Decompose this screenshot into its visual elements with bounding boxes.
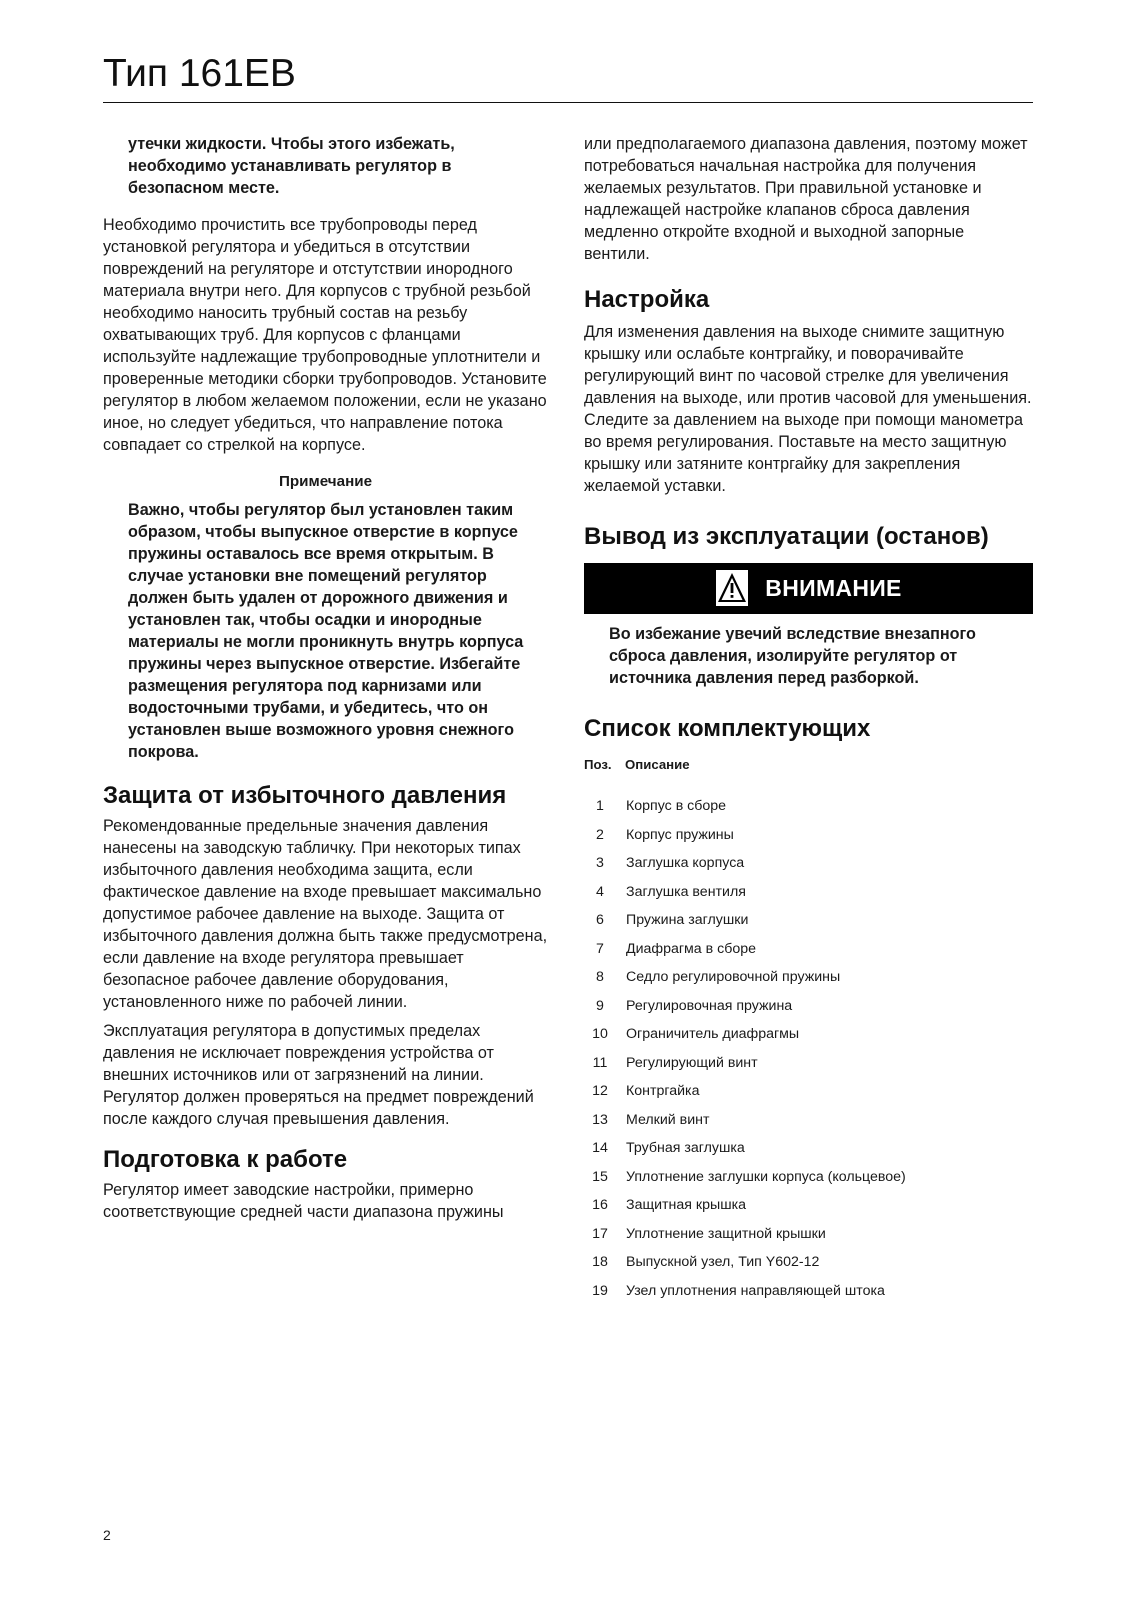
part-description: Пружина заглушки xyxy=(626,912,749,928)
part-position: 19 xyxy=(592,1282,608,1299)
warning-banner xyxy=(584,563,1033,614)
part-position: 14 xyxy=(592,1140,608,1156)
part-description: Корпус в сборе xyxy=(626,798,727,814)
part-position: 17 xyxy=(592,1225,608,1242)
part-description: Заглушка вентиля xyxy=(626,883,746,900)
part-position: 13 xyxy=(592,1111,608,1128)
part-description: Регулировочная пружина xyxy=(626,997,793,1014)
part-description: Седло регулировочной пружины xyxy=(626,969,841,985)
part-position: 10 xyxy=(592,1026,608,1042)
part-position: 9 xyxy=(596,997,604,1014)
part-description: Трубная заглушка xyxy=(626,1140,745,1156)
parts-row xyxy=(584,1248,1033,1277)
note-text: Важно, чтобы регулятор был установлен таким образом, чтобы выпускное отверстие в корпусе пружины оставалось все время открытым. В случае установки вне помещений регулятор должен быть удален от дорожного движения и установлен так, чтобы осадки и инородные материалы не могли проникнуть внутрь корпуса пружины через выпускное отверстие. Избегайте размещения регулятора под карнизами или водосточными трубами, и убедитесь, что он установлен выше возможного уровня снежного покрова. xyxy=(128,501,524,761)
parts-row xyxy=(584,963,1033,992)
startup-heading: Подготовка к работе xyxy=(103,1146,348,1173)
part-position: 3 xyxy=(596,855,604,871)
part-description: Узел уплотнения направляющей штока xyxy=(626,1282,885,1299)
part-description: Регулирующий винт xyxy=(626,1054,758,1071)
parts-row xyxy=(584,1191,1033,1220)
part-description: Защитная крышка xyxy=(626,1197,746,1213)
adjustment-paragraph: Для изменения давления на выходе снимите защитную крышку или ослабьте контргайку, и поворачивайте регулирующий винт по часовой стрелке для увеличения давления на выходе, или против часовой для уменьшения. Следите за давлением на выходе при помощи манометра во время регулирования. Поставьте на место защитную крышку или затяните контргайку для закрепления желаемой уставки. xyxy=(584,323,1032,495)
parts-row xyxy=(584,878,1033,907)
parts-table xyxy=(584,792,1033,1305)
note-heading: Примечание xyxy=(278,473,373,490)
part-description: Уплотнение заглушки корпуса (кольцевое) xyxy=(626,1168,906,1185)
part-position: 1 xyxy=(596,798,604,814)
warning-label: ВНИМАНИЕ xyxy=(765,575,902,601)
parts-table-header xyxy=(584,756,1033,774)
part-position: 11 xyxy=(592,1054,608,1071)
shutdown-heading: Вывод из эксплуатации (останов) xyxy=(584,523,989,550)
part-position: 6 xyxy=(596,912,604,928)
part-description: Заглушка корпуса xyxy=(626,855,745,871)
part-description: Ограничитель диафрагмы xyxy=(626,1026,800,1042)
parts-row xyxy=(584,906,1033,935)
parts-row xyxy=(584,792,1033,821)
parts-row xyxy=(584,1077,1033,1106)
page-title: Тип 161EB xyxy=(103,52,296,95)
part-description: Диафрагма в сборе xyxy=(626,940,757,957)
startup-continued-paragraph: или предполагаемого диапазона давления, поэтому может потребоваться начальная настройка для получения желаемых результатов. При правильной установке и надлежащей настройке клапанов сброса давления медленно откройте входной и выходной запорные вентили. xyxy=(584,135,1028,263)
warning-triangle-icon xyxy=(715,569,749,607)
parts-row xyxy=(584,821,1033,850)
overpressure-paragraph-2: Эксплуатация регулятора в допустимых пределах давления не исключает повреждения устройства от внешних источников или от загрязнений на линии. Регулятор должен проверяться на предмет повреждений после каждого случая превышения давления. xyxy=(103,1022,534,1128)
warning-text: Во избежание увечий вследствие внезапного сброса давления, изолируйте регулятор от источника давления перед разборкой. xyxy=(609,625,976,687)
part-description: Уплотнение защитной крышки xyxy=(626,1225,826,1242)
parts-row xyxy=(584,1106,1033,1135)
part-description: Корпус пружины xyxy=(626,826,734,843)
part-position: 8 xyxy=(596,969,604,985)
part-position: 18 xyxy=(592,1254,608,1270)
parts-row xyxy=(584,935,1033,964)
parts-list-heading: Список комплектующих xyxy=(584,715,871,742)
part-position: 7 xyxy=(596,940,604,957)
parts-column-position: Поз. xyxy=(584,757,612,772)
part-position: 16 xyxy=(592,1197,608,1213)
overpressure-paragraph-1: Рекомендованные предельные значения давления нанесены на заводскую табличку. При некоторых типах избыточного давления необходима защита, если фактическое давление на входе превышает максимально допустимое рабочее давление на выходе. Защита от избыточного давления должна быть также предусмотрена, если давление на входе регулятора превышает безопасное рабочее давление оборудования, установленного ниже по рабочей линии. xyxy=(103,817,548,1011)
part-position: 15 xyxy=(592,1168,608,1185)
right-column xyxy=(584,133,1033,1305)
intro-warning-text: утечки жидкости. Чтобы этого избежать, необходимо устанавливать регулятор в безопасном месте. xyxy=(128,135,455,197)
page-number: 2 xyxy=(103,1527,111,1543)
parts-row xyxy=(584,1220,1033,1249)
overpressure-heading: Защита от избыточного давления xyxy=(103,782,507,809)
parts-row xyxy=(584,992,1033,1021)
part-description: Выпускной узел, Тип Y602-12 xyxy=(626,1254,820,1270)
parts-row xyxy=(584,1277,1033,1306)
parts-row xyxy=(584,849,1033,878)
part-position: 12 xyxy=(592,1083,608,1099)
adjustment-heading: Настройка xyxy=(584,286,710,313)
part-position: 4 xyxy=(596,883,604,900)
startup-paragraph: Регулятор имеет заводские настройки, примерно соответствующие средней части диапазона пружины xyxy=(103,1181,504,1221)
parts-column-description: Описание xyxy=(625,757,690,772)
left-column xyxy=(103,133,548,1223)
parts-row xyxy=(584,1163,1033,1192)
part-description: Контргайка xyxy=(626,1083,700,1099)
part-position: 2 xyxy=(596,826,604,843)
parts-row xyxy=(584,1134,1033,1163)
parts-row xyxy=(584,1049,1033,1078)
title-rule xyxy=(103,102,1033,103)
installation-paragraph: Необходимо прочистить все трубопроводы перед установкой регулятора и убедиться в отсутствии повреждений на регуляторе и отстутствии инородного материала внутри него. Для корпусов с трубной резьбой необходимо наносить трубный состав на резьбу охватывающих труб. Для корпусов с фланцами используйте надлежащие трубопроводные уплотнители и проверенные методики сборки трубопроводов. Установите регулятор в любом желаемом положении, если не указано иное, но следует убедиться, что направление потока совпадает со стрелкой на корпусе. xyxy=(103,216,547,454)
part-description: Мелкий винт xyxy=(626,1111,710,1128)
parts-row xyxy=(584,1020,1033,1049)
